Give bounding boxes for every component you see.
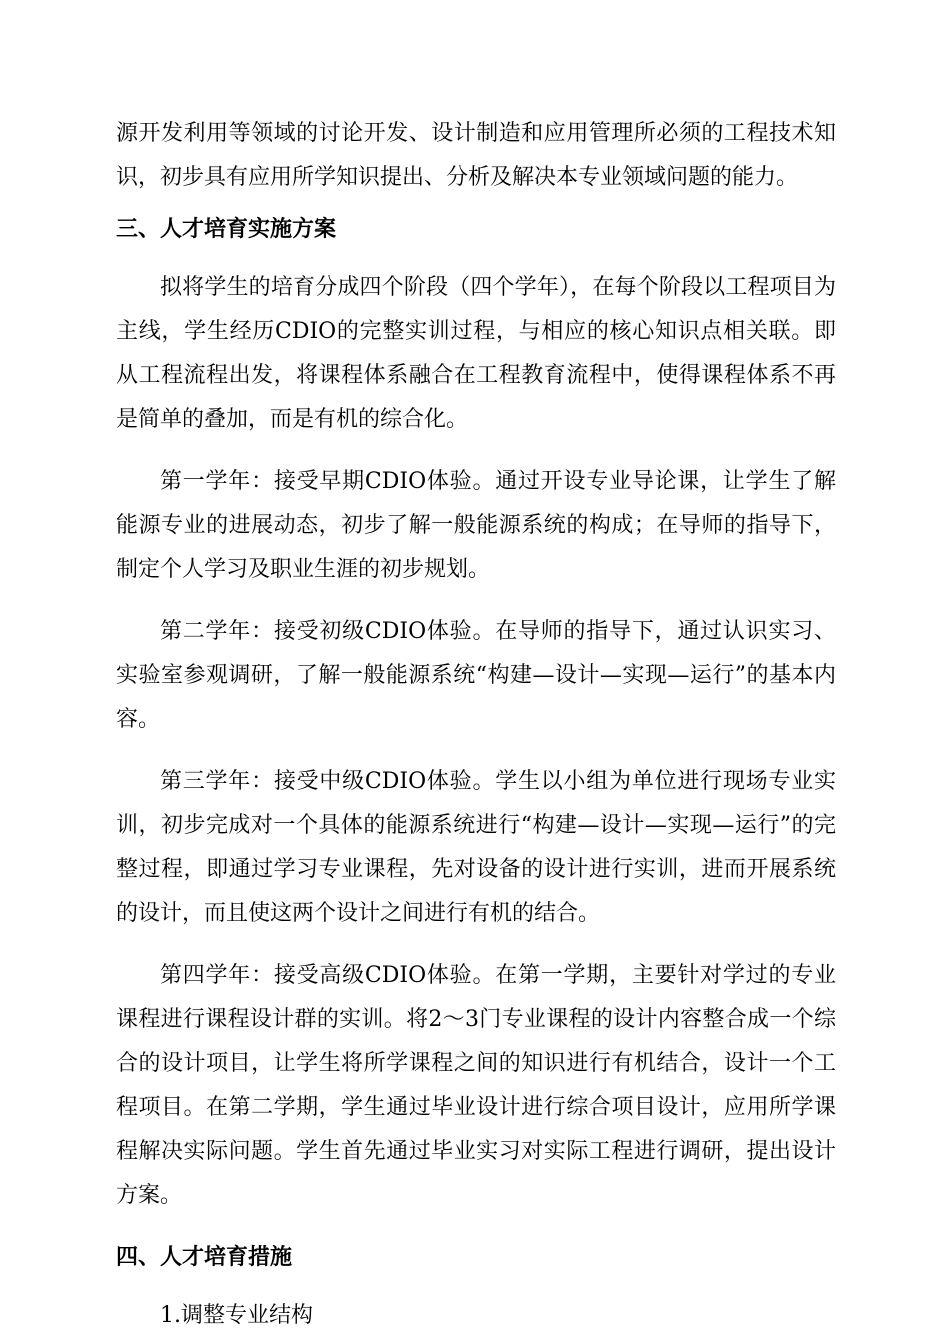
section-heading-3: 三、人才培育实施方案	[116, 217, 337, 242]
section-heading-4: 四、人才培育措施	[116, 1245, 293, 1270]
subsection-item-1: 1.调整专业结构	[160, 1303, 313, 1328]
paragraph-overview: 拟将学生的培育分成四个阶段（四个学年），在每个阶段以工程项目为主线，学生经历CDIO的完整实训过程，与相应的核心知识点相关联。即从工程流程出发，将课程体系融合在工程教育流程中，使得课程体系不再是简单的叠加，而是有机的综合化。	[116, 275, 836, 432]
paragraph-continuation: 源开发利用等领域的讨论开发、设计制造和应用管理所必须的工程技术知识，初步具有应用所学知识提出、分析及解决本专业领域问题的能力。	[116, 121, 836, 190]
paragraph-year-1: 第一学年：接受早期CDIO体验。通过开设专业导论课，让学生了解能源专业的进展动态，初步了解一般能源系统的构成；在导师的指导下，制定个人学习及职业生涯的初步规划。	[116, 469, 836, 582]
paragraph-year-4: 第四学年：接受高级CDIO体验。在第一学期，主要针对学过的专业课程进行课程设计群的实训。将2～3门专业课程的设计内容整合成一个综合的设计项目，让学生将所学课程之间的知识进行有机结合，设计一个工程项目。在第二学期，学生通过毕业设计进行综合项目设计，应用所学课程解决实际问题。学生首先通过毕业实习对实际工程进行调研，提出设计方案。	[116, 963, 836, 1208]
paragraph-year-2: 第二学年：接受初级CDIO体验。在导师的指导下，通过认识实习、实验室参观调研，了解一般能源系统“构建—设计—实现—运行”的基本内容。	[116, 619, 836, 732]
paragraph-year-3: 第三学年：接受中级CDIO体验。学生以小组为单位进行现场专业实训，初步完成对一个具体的能源系统进行“构建—设计—实现—运行”的完整过程，即通过学习专业课程，先对设备的设计进行实训，进而开展系统的设计，而且使这两个设计之间进行有机的结合。	[116, 769, 836, 926]
document-body	[116, 112, 836, 1338]
